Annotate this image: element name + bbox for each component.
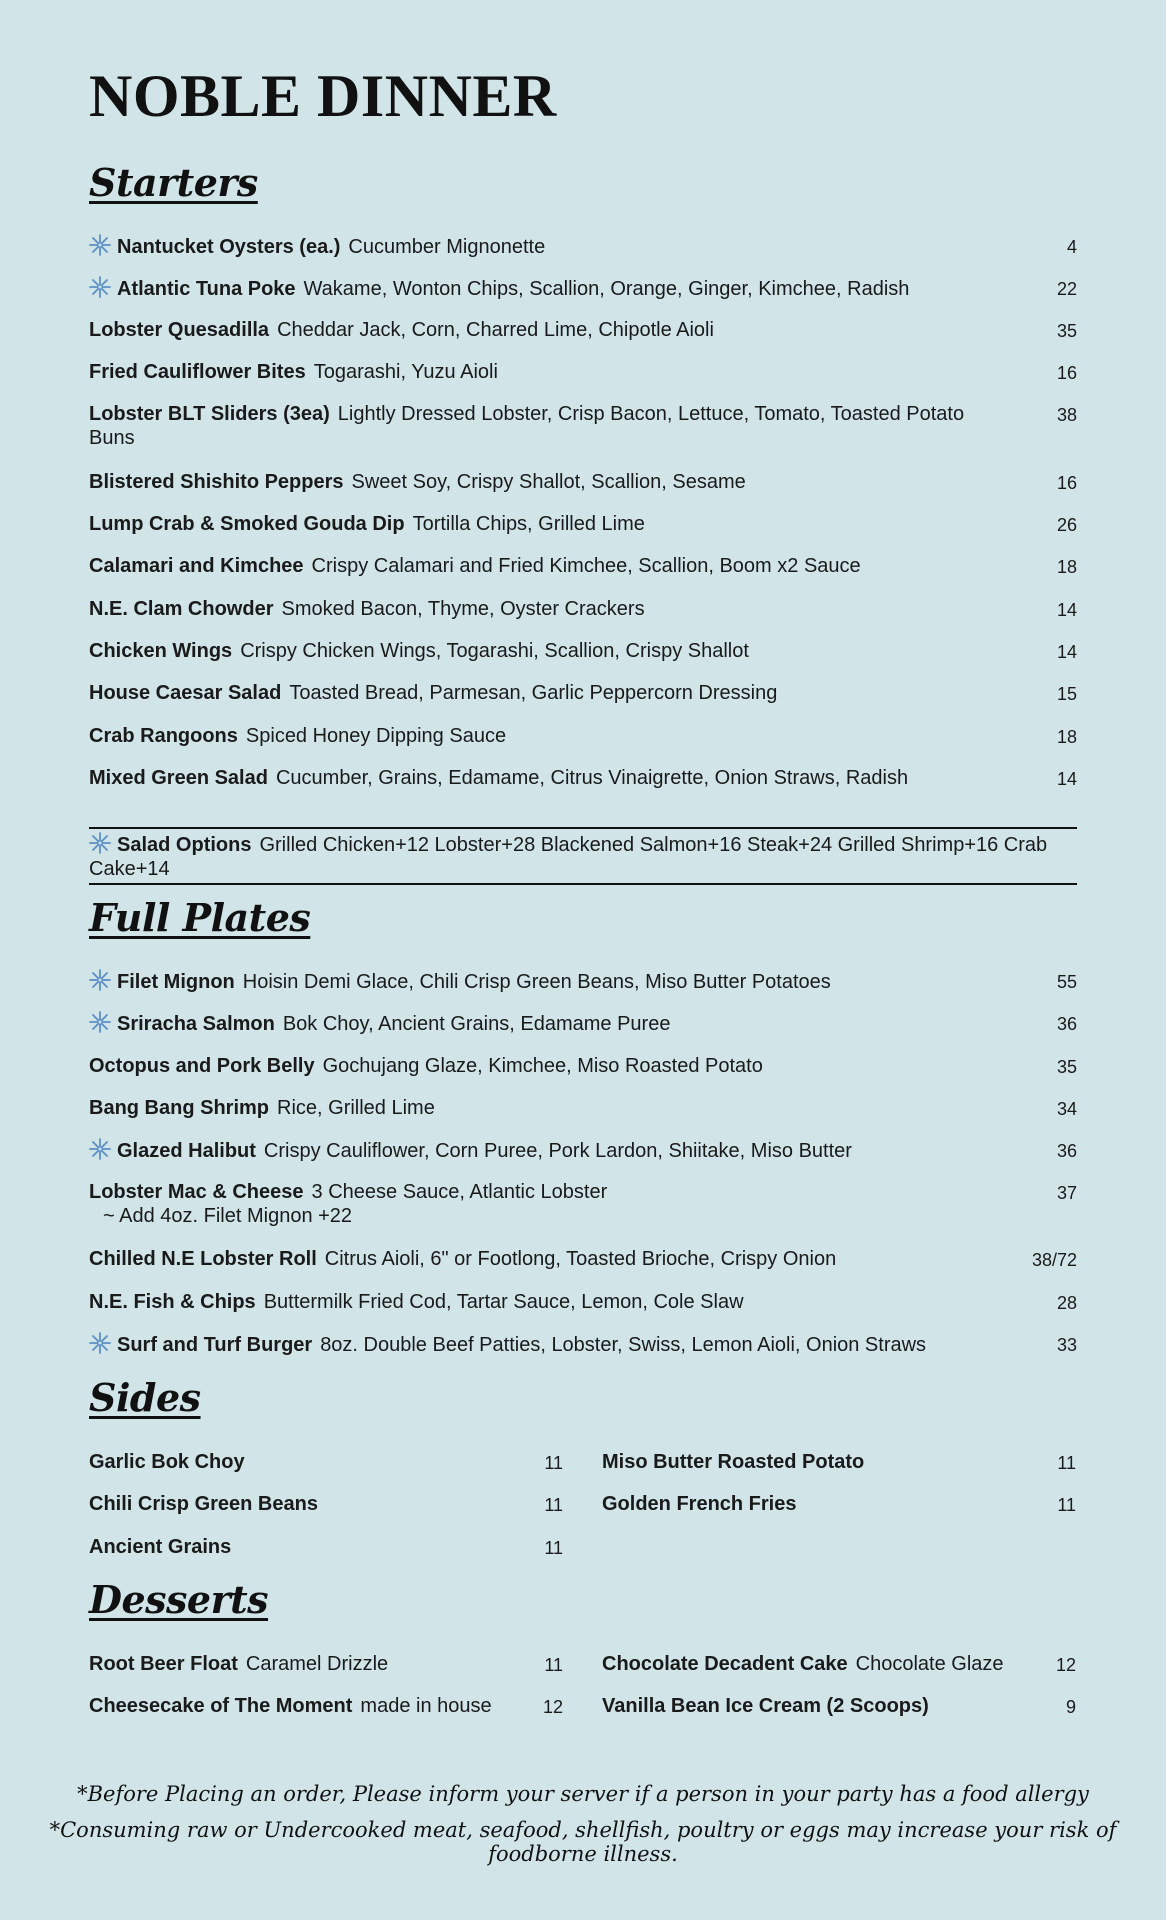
item-price: 14 — [1056, 642, 1077, 662]
item-description: Cucumber, Grains, Edamame, Citrus Vinaigrette, Onion Straws, Radish — [275, 767, 909, 789]
menu-item — [89, 1290, 1077, 1314]
item-name: Bang Bang Shrimp — [89, 1097, 270, 1119]
menu-item-text — [89, 360, 1077, 384]
item-price: 11 — [544, 1495, 563, 1515]
item-price: 9 — [1065, 1697, 1076, 1717]
menu-item — [89, 470, 1077, 494]
item-description: Sweet Soy, Crispy Shallot, Scallion, Sesame — [351, 471, 746, 493]
section-heading-starters: Starters — [89, 160, 258, 205]
menu-item-text — [89, 470, 1077, 494]
menu-item-text — [89, 639, 1077, 663]
item-description: Toasted Bread, Parmesan, Garlic Peppercorn Dressing — [289, 682, 778, 704]
item-description: Bok Choy, Ancient Grains, Edamame Puree — [282, 1013, 671, 1035]
menu-item — [89, 681, 1077, 705]
menu-item — [89, 639, 1077, 663]
snowflake-icon — [89, 969, 111, 991]
item-name: Sriracha Salmon — [117, 1013, 275, 1035]
item-price: 16 — [1056, 473, 1077, 493]
item-price: 34 — [1056, 1099, 1077, 1119]
menu-item — [89, 1535, 563, 1559]
item-price: 12 — [542, 1697, 563, 1717]
item-description: made in house — [360, 1695, 492, 1717]
item-description: Lightly Dressed Lobster, Crisp Bacon, Lettuce, Tomato, Toasted Potato Buns — [89, 403, 965, 449]
item-name: Lobster Quesadilla — [89, 319, 270, 341]
menu-item — [89, 1180, 1077, 1228]
item-description: Gochujang Glaze, Kimchee, Miso Roasted Potato — [322, 1055, 763, 1077]
menu-item-text — [89, 1096, 1077, 1120]
snowflake-icon — [89, 276, 111, 298]
item-name: Chocolate Decadent Cake — [602, 1653, 848, 1675]
snowflake-icon — [89, 234, 111, 256]
item-price: 28 — [1056, 1293, 1077, 1313]
item-description: Wakame, Wonton Chips, Scallion, Orange, Ginger, Kimchee, Radish — [303, 278, 910, 300]
snowflake-icon — [89, 1138, 111, 1160]
menu-item — [89, 512, 1077, 536]
menu-item-text — [89, 318, 1077, 342]
menu-item — [89, 360, 1077, 384]
section-heading-sides: Sides — [89, 1375, 201, 1420]
menu-item — [602, 1450, 1076, 1474]
menu-item-text — [89, 1290, 1077, 1314]
item-description: Tortilla Chips, Grilled Lime — [412, 513, 645, 535]
item-description: Cucumber Mignonette — [348, 236, 546, 258]
menu-item — [89, 1096, 1077, 1120]
item-price: 26 — [1056, 515, 1077, 535]
menu-item-text — [89, 1138, 1077, 1163]
menu-item — [89, 724, 1077, 748]
menu-item-text — [89, 1332, 1077, 1357]
salad-options-label: Salad Options — [117, 834, 252, 856]
menu-item — [89, 1011, 1077, 1036]
item-price: 11 — [544, 1538, 563, 1558]
menu-item-text — [89, 1247, 1077, 1271]
item-name: Nantucket Oysters (ea.) — [117, 236, 341, 258]
item-name: Lobster Mac & Cheese — [89, 1181, 304, 1203]
snowflake-icon — [89, 1332, 111, 1354]
section-heading-full-plates: Full Plates — [89, 895, 311, 940]
item-price: 11 — [544, 1453, 563, 1473]
menu-item — [89, 1054, 1077, 1078]
menu-item — [602, 1652, 1076, 1676]
item-price: 36 — [1056, 1014, 1077, 1034]
item-name: Ancient Grains — [89, 1536, 232, 1558]
item-name: Lobster BLT Sliders (3ea) — [89, 403, 330, 425]
salad-options — [89, 827, 1077, 885]
menu-item — [89, 969, 1077, 994]
item-description: Smoked Bacon, Thyme, Oyster Crackers — [281, 598, 645, 620]
item-name: Atlantic Tuna Poke — [117, 278, 296, 300]
item-name: House Caesar Salad — [89, 682, 282, 704]
snowflake-icon — [89, 832, 111, 854]
snowflake-icon — [89, 1011, 111, 1033]
menu-item — [89, 1450, 563, 1474]
menu-item — [602, 1492, 1076, 1516]
item-description: 8oz. Double Beef Patties, Lobster, Swiss, Lemon Aioli, Onion Straws — [320, 1334, 927, 1356]
menu-item — [89, 597, 1077, 621]
item-price: 33 — [1056, 1335, 1077, 1355]
item-price: 18 — [1056, 557, 1077, 577]
menu-item — [89, 1247, 1077, 1271]
item-description: Chocolate Glaze — [855, 1653, 1004, 1675]
item-description: Crispy Calamari and Fried Kimchee, Scallion, Boom x2 Sauce — [311, 555, 861, 577]
item-price: 55 — [1056, 972, 1077, 992]
item-description: Rice, Grilled Lime — [277, 1097, 435, 1119]
menu-item — [89, 1332, 1077, 1357]
menu-item-text — [89, 554, 1077, 578]
item-name: N.E. Fish & Chips — [89, 1291, 256, 1313]
menu-item-text — [89, 681, 1077, 705]
menu-item — [89, 554, 1077, 578]
menu-item — [89, 1652, 563, 1676]
item-name: Root Beer Float — [89, 1653, 238, 1675]
menu-item-text — [89, 969, 1077, 994]
item-price: 38 — [1056, 405, 1077, 425]
item-name: Blistered Shishito Peppers — [89, 471, 344, 493]
item-name: Fried Cauliflower Bites — [89, 361, 306, 383]
item-description: Cheddar Jack, Corn, Charred Lime, Chipotle Aioli — [277, 319, 714, 341]
item-price: 14 — [1056, 769, 1077, 789]
item-name: Golden French Fries — [602, 1493, 797, 1515]
item-description: Buttermilk Fried Cod, Tartar Sauce, Lemon, Cole Slaw — [263, 1291, 744, 1313]
menu-item-text — [89, 234, 1077, 259]
item-name: Chicken Wings — [89, 640, 233, 662]
menu-item-text — [89, 276, 1077, 301]
item-addon-note: ~ Add 4oz. Filet Mignon +22 — [103, 1205, 353, 1227]
item-description: Spiced Honey Dipping Sauce — [245, 725, 507, 747]
item-name: Lump Crab & Smoked Gouda Dip — [89, 513, 405, 535]
item-name: Octopus and Pork Belly — [89, 1055, 315, 1077]
raw-food-warning: *Consuming raw or Undercooked meat, seafood, shellfish, poultry or eggs may increase your risk of foodborne illness. — [49, 1818, 1117, 1866]
menu-item — [89, 766, 1077, 790]
item-description: Crispy Cauliflower, Corn Puree, Pork Lardon, Shiitake, Miso Butter — [263, 1140, 852, 1162]
item-price: 12 — [1055, 1655, 1076, 1675]
item-price: 14 — [1056, 600, 1077, 620]
item-description: Caramel Drizzle — [245, 1653, 389, 1675]
item-price: 4 — [1066, 237, 1077, 257]
page-title: NOBLE DINNER — [89, 63, 557, 129]
menu-item-text — [89, 1011, 1077, 1036]
menu-item-text — [89, 402, 1077, 450]
item-name: Calamari and Kimchee — [89, 555, 304, 577]
item-name: Glazed Halibut — [117, 1140, 256, 1162]
item-name: N.E. Clam Chowder — [89, 598, 274, 620]
item-price: 16 — [1056, 363, 1077, 383]
menu-item-text — [89, 512, 1077, 536]
item-name: Garlic Bok Choy — [89, 1451, 245, 1473]
menu-item — [89, 234, 1077, 259]
item-name: Crab Rangoons — [89, 725, 238, 747]
menu-item-text — [89, 1180, 1077, 1228]
menu-item — [89, 1492, 563, 1516]
item-price: 35 — [1056, 1057, 1077, 1077]
item-description: Crispy Chicken Wings, Togarashi, Scallion, Crispy Shallot — [240, 640, 749, 662]
item-name: Filet Mignon — [117, 971, 235, 993]
item-name: Surf and Turf Burger — [117, 1334, 313, 1356]
item-name: Mixed Green Salad — [89, 767, 268, 789]
item-name: Miso Butter Roasted Potato — [602, 1451, 865, 1473]
menu-item-text — [89, 766, 1077, 790]
item-price: 35 — [1056, 321, 1077, 341]
menu-item — [602, 1694, 1076, 1718]
item-name: Vanilla Bean Ice Cream (2 Scoops) — [602, 1695, 929, 1717]
item-price: 11 — [1057, 1453, 1076, 1473]
item-description: Citrus Aioli, 6" or Footlong, Toasted Brioche, Crispy Onion — [324, 1248, 837, 1270]
menu-item-text — [89, 724, 1077, 748]
item-price: 11 — [1057, 1495, 1076, 1515]
item-price: 38/72 — [1031, 1250, 1077, 1270]
menu-item-text — [89, 1054, 1077, 1078]
allergy-notice: *Before Placing an order, Please inform your server if a person in your party has a food allergy — [77, 1782, 1089, 1806]
item-price: 11 — [544, 1655, 563, 1675]
menu-item — [89, 1694, 563, 1718]
menu-item-text — [89, 597, 1077, 621]
menu-item — [89, 1138, 1077, 1163]
item-price: 36 — [1056, 1141, 1077, 1161]
menu-item — [89, 402, 1077, 450]
item-price: 15 — [1056, 684, 1077, 704]
item-description: Hoisin Demi Glace, Chili Crisp Green Beans, Miso Butter Potatoes — [242, 971, 831, 993]
item-description: Togarashi, Yuzu Aioli — [313, 361, 498, 383]
item-name: Chilled N.E Lobster Roll — [89, 1248, 317, 1270]
item-price: 18 — [1056, 727, 1077, 747]
item-name: Chili Crisp Green Beans — [89, 1493, 318, 1515]
menu-item — [89, 318, 1077, 342]
item-price: 22 — [1056, 279, 1077, 299]
salad-options-desc: Grilled Chicken+12 Lobster+28 Blackened Salmon+16 Steak+24 Grilled Shrimp+16 Crab Cake+14 — [89, 834, 1048, 880]
menu-item — [89, 276, 1077, 301]
item-description: 3 Cheese Sauce, Atlantic Lobster — [311, 1181, 608, 1203]
item-price: 37 — [1056, 1183, 1077, 1203]
section-heading-desserts: Desserts — [89, 1577, 269, 1622]
item-name: Cheesecake of The Moment — [89, 1695, 353, 1717]
